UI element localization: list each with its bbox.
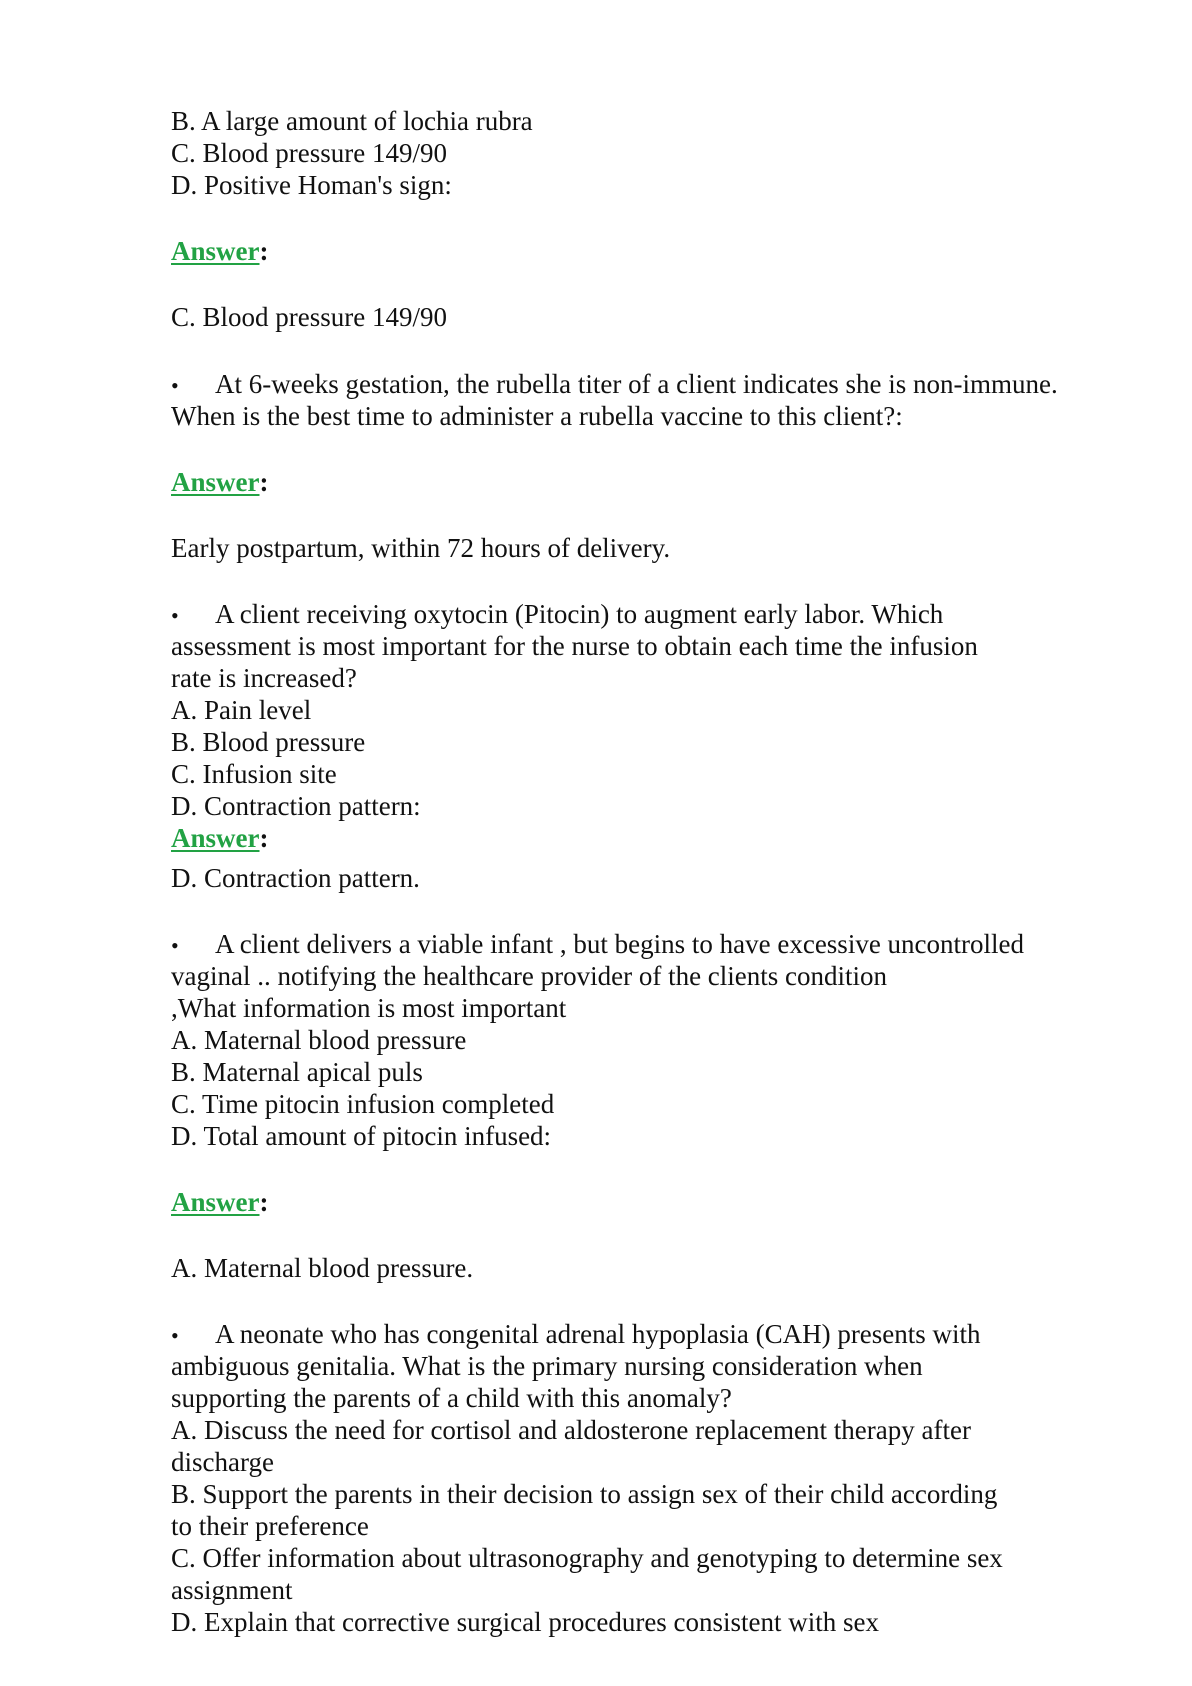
text-line: to their preference — [171, 1511, 369, 1541]
question-line — [171, 368, 1058, 402]
answer-label — [171, 822, 269, 854]
text-line: rate is increased? — [171, 663, 357, 693]
bullet-icon: • — [171, 1323, 179, 1348]
answer-word: Answer — [171, 467, 260, 497]
answer-colon: : — [259, 1187, 269, 1217]
question-text: A neonate who has congenital adrenal hypoplasia (CAH) presents with — [215, 1319, 981, 1349]
text-line: assessment is most important for the nurse to obtain each time the infusion — [171, 631, 978, 661]
text-line: D. Total amount of pitocin infused: — [171, 1121, 552, 1151]
text-line: Early postpartum, within 72 hours of delivery. — [171, 533, 671, 563]
question-text: A client delivers a viable infant , but begins to have excessive uncontrolled — [215, 929, 1025, 959]
text-line: D. Explain that corrective surgical procedures consistent with sex — [171, 1607, 880, 1637]
bullet-icon: • — [171, 603, 179, 628]
answer-word: Answer — [171, 823, 260, 853]
question-line — [171, 598, 943, 632]
answer-word: Answer — [171, 236, 260, 266]
bullet-icon: • — [171, 373, 179, 398]
text-line: C. Offer information about ultrasonography and genotyping to determine sex — [171, 1543, 1003, 1573]
text-line: D. Contraction pattern. — [171, 863, 420, 893]
answer-label — [171, 466, 269, 498]
answer-colon: : — [259, 823, 269, 853]
question-line — [171, 1318, 981, 1352]
text-line: A. Maternal blood pressure — [171, 1025, 467, 1055]
text-line: ,What information is most important — [171, 993, 567, 1023]
question-text: A client receiving oxytocin (Pitocin) to augment early labor. Which — [215, 599, 944, 629]
answer-colon: : — [259, 236, 269, 266]
text-line: D. Contraction pattern: — [171, 791, 421, 821]
text-line: B. Maternal apical puls — [171, 1057, 423, 1087]
text-line: B. Support the parents in their decision to assign sex of their child according — [171, 1479, 998, 1509]
bullet-icon: • — [171, 933, 179, 958]
question-line — [171, 928, 1024, 962]
text-line: When is the best time to administer a rubella vaccine to this client?: — [171, 401, 903, 431]
text-line: B. A large amount of lochia rubra — [171, 106, 533, 136]
text-line: vaginal .. notifying the healthcare provider of the clients condition — [171, 961, 888, 991]
text-line: discharge — [171, 1447, 274, 1477]
text-line: C. Blood pressure 149/90 — [171, 302, 447, 332]
text-line: A. Maternal blood pressure. — [171, 1253, 474, 1283]
text-line: A. Pain level — [171, 695, 312, 725]
question-text: At 6-weeks gestation, the rubella titer of a client indicates she is non-immune. — [215, 369, 1058, 399]
text-line: A. Discuss the need for cortisol and aldosterone replacement therapy after — [171, 1415, 971, 1445]
text-line: ambiguous genitalia. What is the primary nursing consideration when — [171, 1351, 923, 1381]
text-line: B. Blood pressure — [171, 727, 366, 757]
text-line: C. Time pitocin infusion completed — [171, 1089, 555, 1119]
answer-label — [171, 235, 269, 267]
text-line: supporting the parents of a child with this anomaly? — [171, 1383, 732, 1413]
answer-word: Answer — [171, 1187, 260, 1217]
answer-label — [171, 1186, 269, 1218]
text-line: assignment — [171, 1575, 293, 1605]
text-line: C. Blood pressure 149/90 — [171, 138, 447, 168]
text-line: C. Infusion site — [171, 759, 337, 789]
text-line: D. Positive Homan's sign: — [171, 170, 452, 200]
answer-colon: : — [259, 467, 269, 497]
